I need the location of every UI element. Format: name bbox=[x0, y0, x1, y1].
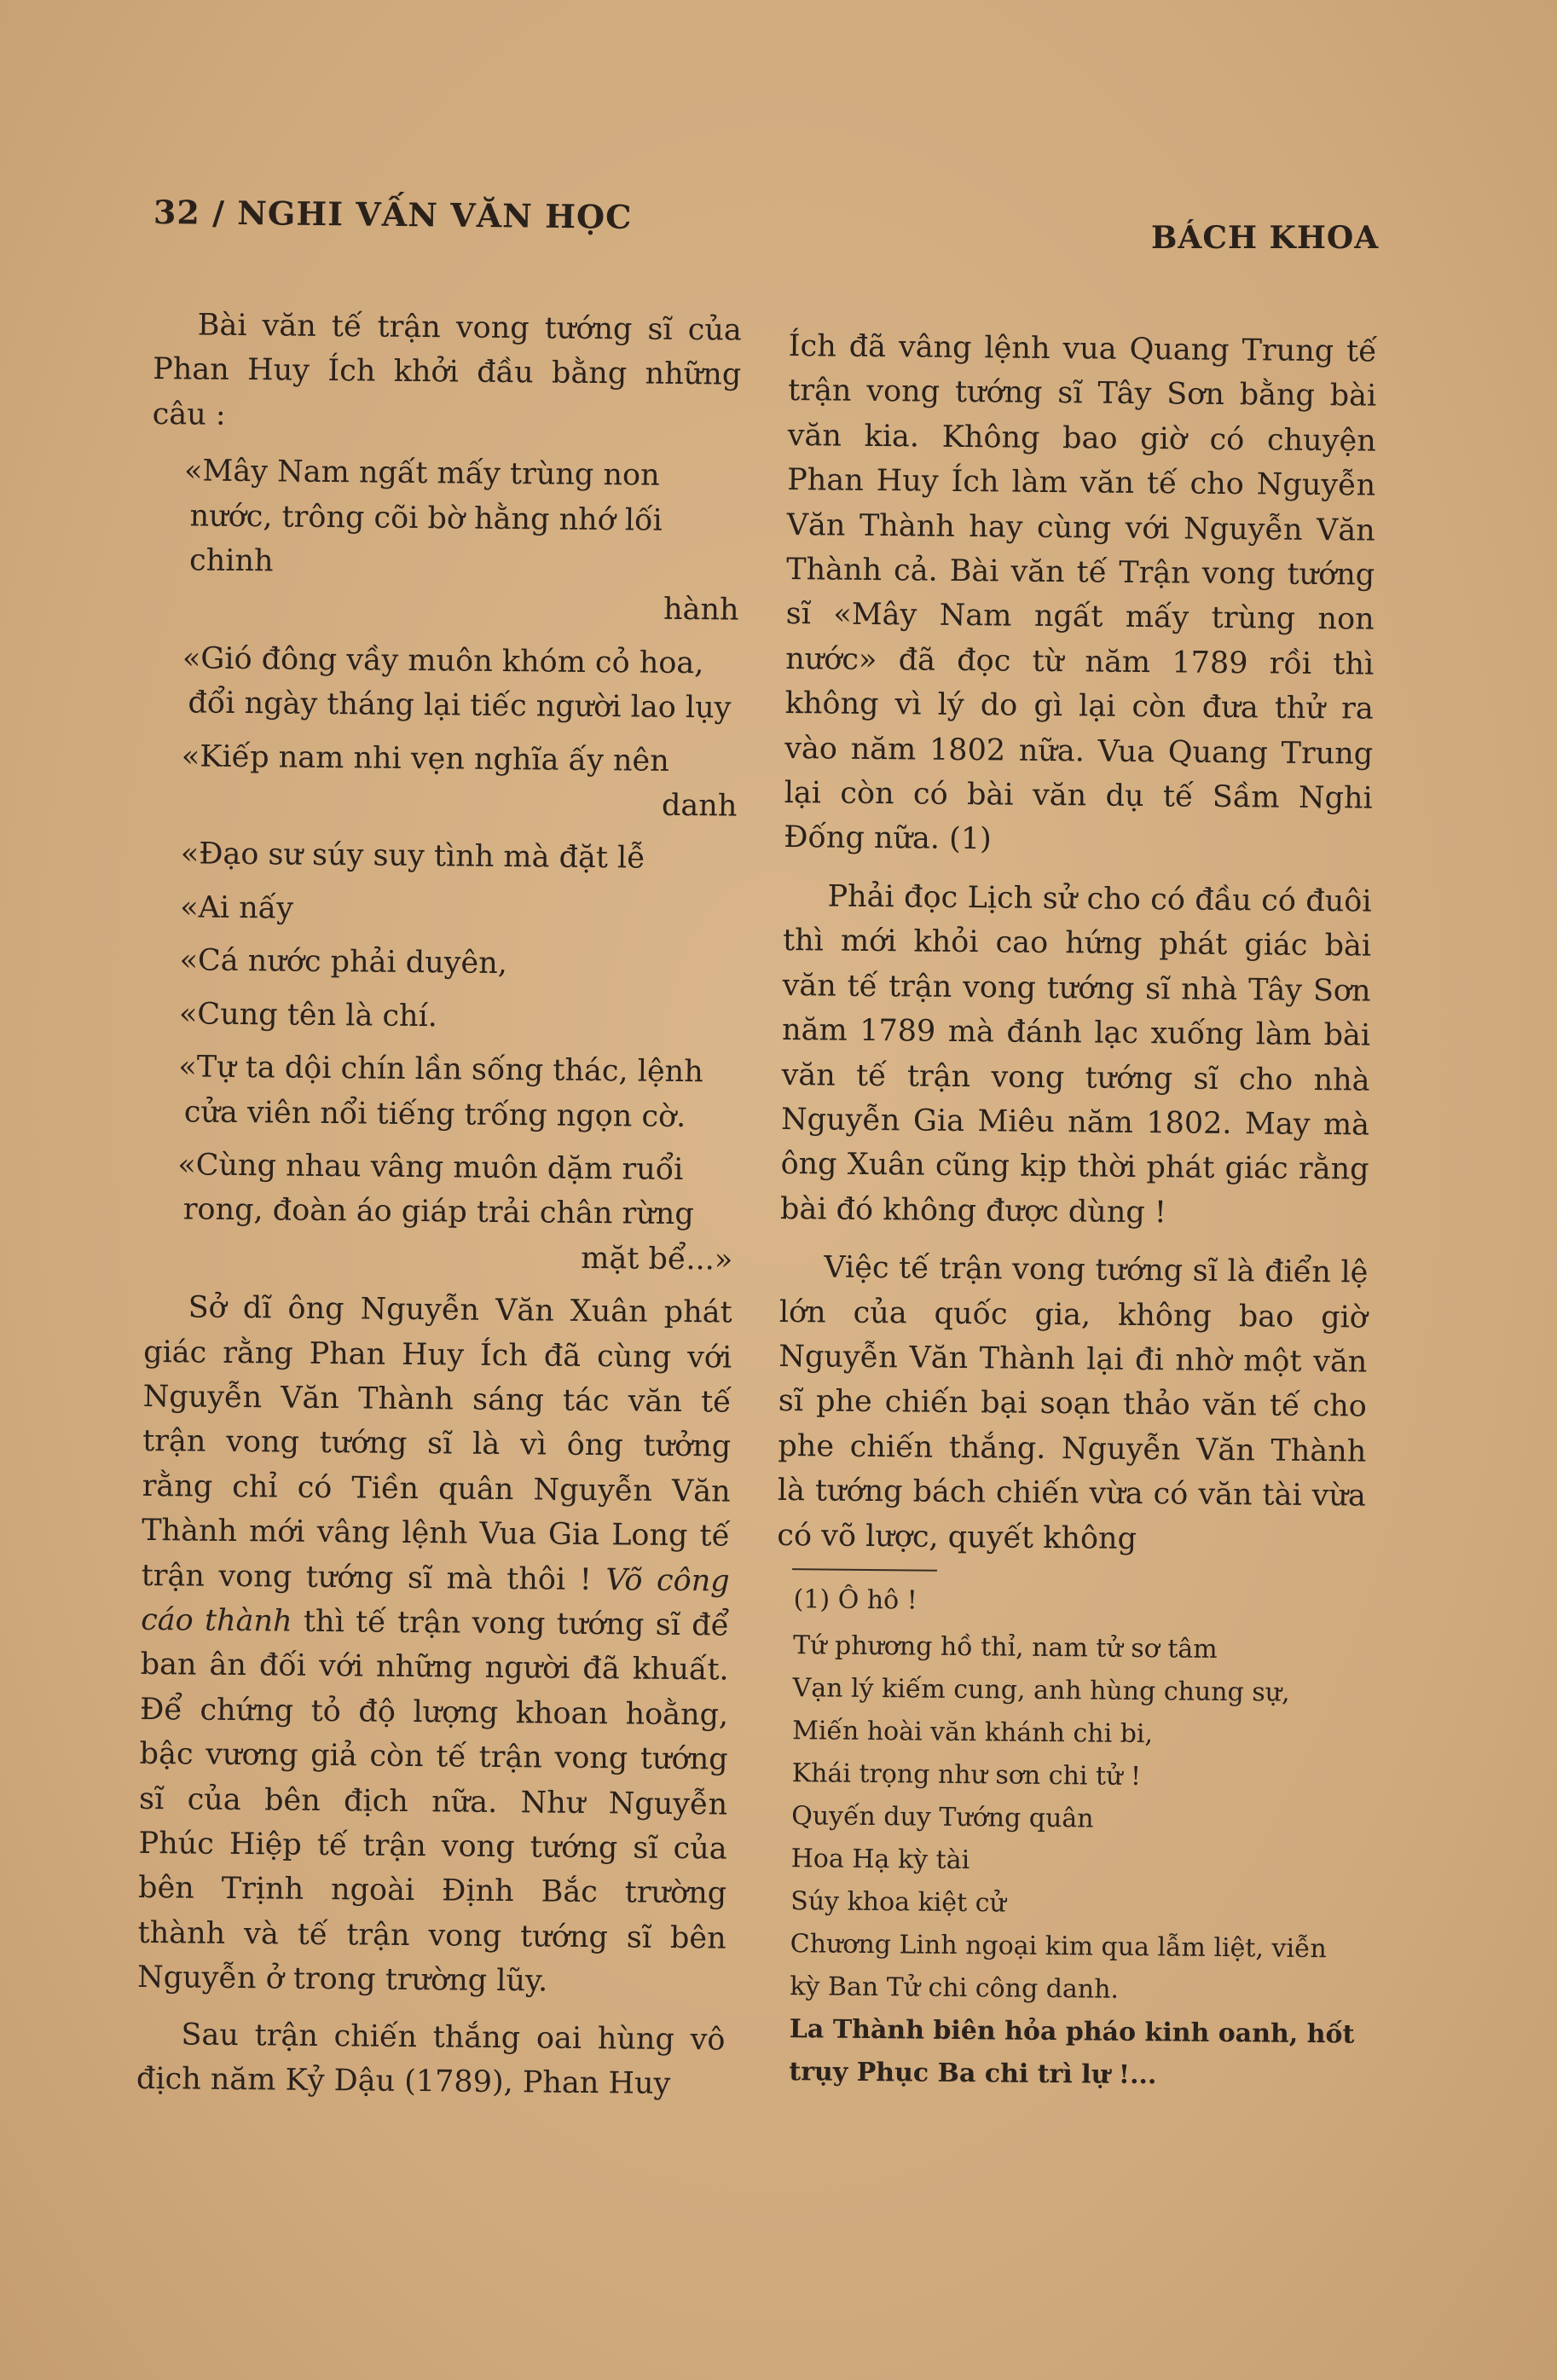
footnote-line: Vạn lý kiếm cung, anh hùng chung sự, bbox=[792, 1673, 1290, 1708]
body-paragraph: Sở dĩ ông Nguyễn Văn Xuân phát giác rằng Phan Huy Ích đã cùng với Nguyễn Văn Thành sáng tác văn tế trận vong tướng sĩ là vì ông tưởng rằng chỉ có Tiền quân Nguyễn Văn Thành mới vâng lệnh Vua Gia Long tế trận vong tướng sĩ mà thôi ! Võ công cáo thành thì tế trận vong tướng sĩ để ban ân đối với những người đã khuất. Để chứng tỏ độ lượng khoan hoằng, bậc vương giả còn tế trận vong tướng sĩ của bên địch nữa. Như Nguyễn Phúc Hiệp tế trận vong tướng sĩ của bên Trịnh ngoài Định Bắc trường thành và tế trận vong tướng sĩ bên Nguyễn ở trong trường lũy. bbox=[136, 1290, 732, 1999]
italic-phrase: Võ công cáo thành bbox=[140, 1562, 730, 1639]
verse-line: «Kiếp nam nhi vẹn nghĩa ấy nên danh bbox=[181, 738, 738, 824]
verse-block bbox=[144, 449, 740, 1282]
footnote-line: Khái trọng như sơn chi tử ! bbox=[791, 1758, 1142, 1792]
verse-line: «Mây Nam ngất mấy trùng non nước, trông cõi bờ hằng nhớ lối chinh hành bbox=[183, 454, 739, 628]
body-paragraph: Việc tế trận vong tướng sĩ là điển lệ lớn của quốc gia, không bao giờ Nguyễn Văn Thành lại đi nhờ một văn sĩ phe chiến bại soạn thảo văn tế cho phe chiến thắng. Nguyễn Văn Thành là tướng bách chiến vừa có văn tài vừa có võ lược, quyết không bbox=[777, 1250, 1369, 1556]
footnote-line: Miến hoài văn khánh chi bi, bbox=[791, 1716, 1154, 1750]
intro-paragraph: Bài văn tế trận vong tướng sĩ của Phan Huy Ích khởi đầu bằng những câu : bbox=[152, 308, 742, 432]
body-paragraph: Ích đã vâng lệnh vua Quang Trung tế trận vong tướng sĩ Tây Sơn bằng bài văn kia. Không bao giờ có chuyện Phan Huy Ích làm văn tế cho Nguyễn Văn Thành hay cùng với Nguyễn Văn Thành cả. Bài văn tế Trận vong tướng sĩ «Mây Nam ngất mấy trùng non nước» đã đọc từ năm 1789 rồi thì không vì lý do gì lại còn đưa thử ra vào năm 1802 nữa. Vua Quang Trung lại còn có bài văn dụ tế Sầm Nghi Đống nữa. (1) bbox=[784, 328, 1377, 857]
running-header-right: BÁCH KHOA bbox=[1151, 220, 1380, 256]
verse-line: «Tự ta dội chín lần sống thác, lệnh cửa viên nổi tiếng trống ngọn cờ. bbox=[178, 1050, 703, 1134]
verse-line: «Gió đông vầy muôn khóm cỏ hoa, đổi ngày tháng lại tiếc người lao lụy bbox=[182, 641, 732, 726]
footnote-body bbox=[789, 1624, 1364, 2099]
footnote bbox=[772, 1578, 1365, 2099]
footnote-marker: (1) Ô hô ! bbox=[793, 1584, 917, 1616]
footnote-line: Quyến duy Tướng quân bbox=[791, 1801, 1094, 1834]
running-header-left: 32 / NGHI VẤN VĂN HỌC bbox=[153, 193, 633, 236]
verse-line: «Đạo sư súy suy tình mà đặt lễ bbox=[180, 837, 645, 877]
footnote-line: Chương Linh ngoại kim qua lẫm liệt, viễn kỳ Ban Tử chi công danh. bbox=[790, 1929, 1327, 2005]
footnote-line: Súy khoa kiệt cử bbox=[790, 1886, 1006, 1919]
footnote-line: La Thành biên hỏa pháo kinh oanh, hốt trụy Phục Ba chi trì lự !... bbox=[789, 2014, 1355, 2091]
body-paragraph: Phải đọc Lịch sử cho có đầu có đuôi thì mới khỏi cao hứng phát giác bài văn tế trận vong tướng sĩ nhà Tây Sơn năm 1789 mà đánh lạc xuống làm bài văn tế trận vong tướng sĩ cho nhà Nguyễn Gia Miêu năm 1802. May mà ông Xuân cũng kịp thời phát giác rằng bài đó không được dùng ! bbox=[779, 879, 1372, 1231]
body-paragraph: Sau trận chiến thắng oai hùng vô địch năm Kỷ Dậu (1789), Phan Huy bbox=[136, 2018, 726, 2101]
right-column bbox=[772, 324, 1377, 2099]
footnote-line: Hoa Hạ kỳ tài bbox=[790, 1844, 970, 1876]
footnote-line: Tứ phương hồ thỉ, nam tử sơ tâm bbox=[792, 1630, 1218, 1665]
verse-line: «Ai nấy bbox=[180, 890, 294, 926]
verse-line: «Cung tên là chí. bbox=[178, 997, 438, 1034]
verse-line: «Cùng nhau vâng muôn dặm ruổi rong, đoàn áo giáp trải chân rừng mặt bể...» bbox=[177, 1148, 733, 1277]
footnote-divider bbox=[792, 1568, 937, 1572]
verse-line: «Cá nước phải duyên, bbox=[179, 943, 508, 982]
left-column bbox=[136, 303, 742, 2107]
